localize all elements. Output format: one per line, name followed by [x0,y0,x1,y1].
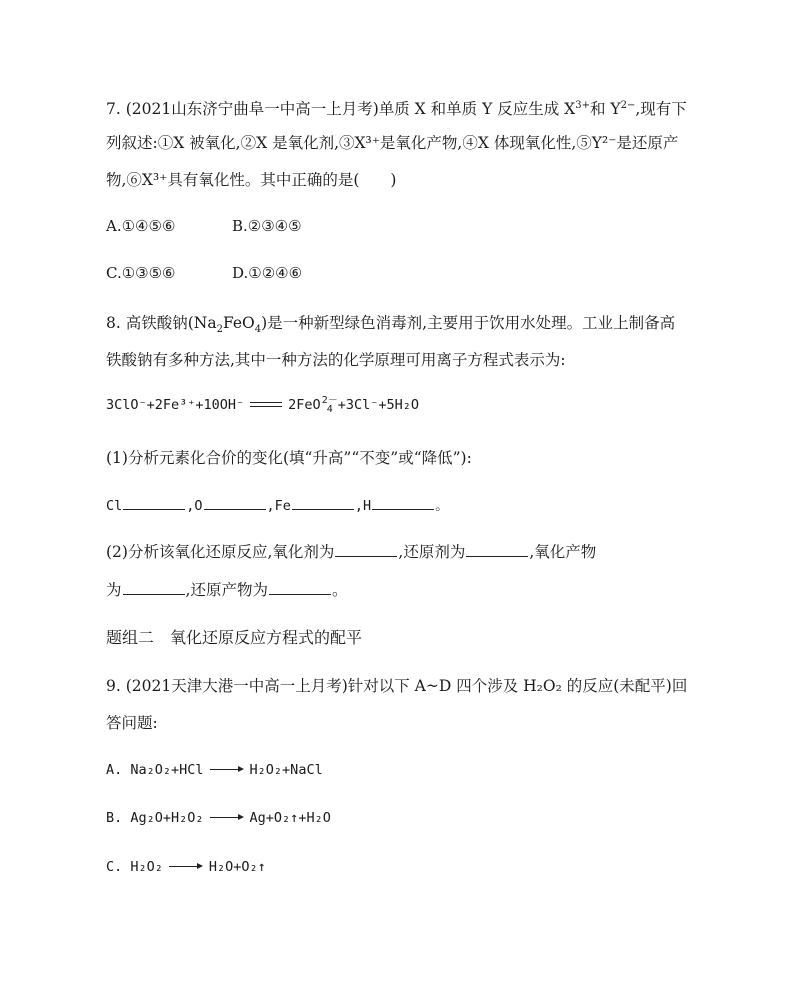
q7-option-d: D.①②④⑥ [232,264,303,282]
period: 。 [435,498,449,514]
p2-wei: 为 [106,581,122,599]
blank-reduction-product[interactable] [269,580,331,595]
q7-line-2: 列叙述:①X 被氧化,②X 是氧化剂,③X³⁺是氧化产物,④X 体现氧化性,⑤Y²⁻是还原产 [106,134,679,152]
q8-part-2-line-2 [106,580,347,600]
eq-sup: 2－ [321,395,338,406]
label-o: ,O [186,498,203,514]
q9-reaction-b [106,808,331,828]
eq-right-a: 2FeO [288,397,321,413]
blank-fe[interactable] [292,495,354,510]
reaction-b-right: Ag+O₂↑+H₂O [249,810,331,826]
blank-h[interactable] [372,495,434,510]
q9-reaction-a [106,760,323,780]
q8-part-1: (1)分析元素化合价的变化(填“升高”“不变”或“降低”): [106,449,472,467]
p2-oxidation-product-label: ,氧化产物 [529,543,597,561]
reaction-c-right: H₂O+O₂↑ [208,859,266,875]
q8-text: 8. 高铁酸钠(Na [106,314,217,332]
q7-text: 7. (2021山东济宁曲阜一中高一上月考)单质 X 和单质 Y 反应生成 X [106,100,576,119]
p2-oxidant-label: (2)分析该氧化还原反应,氧化剂为 [106,543,335,561]
q9-line-2: 答问题: [106,714,158,732]
reaction-a-right: H₂O₂+NaCl [249,762,323,778]
q7-text-mid: 和 Y [589,100,621,119]
group-2-heading: 题组二 氧化还原反应方程式的配平 [106,628,363,647]
q8-ionic-equation [106,395,419,415]
q8-text-post: )是一种新型绿色消毒剂,主要用于饮用水处理。工业上制备高 [261,314,676,332]
q7-sup-x: 3+ [575,100,590,111]
reaction-b-left: B. Ag₂O+H₂O₂ [106,810,204,826]
q7-text-post: ,现有下 [635,100,687,119]
reaction-c-left: C. H₂O₂ [106,859,163,875]
blank-o[interactable] [204,495,266,510]
blank-cl[interactable] [123,495,185,510]
equals-sign-icon [250,402,282,408]
label-fe: ,Fe [266,498,291,514]
label-h: ,H [354,498,372,514]
q7-line-1 [106,96,687,119]
q8-sub-2: 2 [216,324,223,336]
blank-oxidant[interactable] [335,542,397,557]
reaction-a-left: A. Na₂O₂+HCl [106,762,204,778]
q7-option-c: C.①③⑤⑥ [106,264,176,282]
blank-reductant[interactable] [466,542,528,557]
q7-sup-y: 2− [620,100,636,111]
arrow-right-icon [210,765,244,775]
p2-reduction-product-label: ,还原产物为 [185,581,268,599]
q8-part-2-line-1 [106,542,596,562]
q7-line-3: 物,⑥X³⁺具有氧化性。其中正确的是( ) [106,171,397,189]
p2-period: 。 [331,581,348,599]
q8-line-1 [106,313,675,340]
q8-sub-4: 4 [254,324,262,336]
q7-option-b: B.②③④⑤ [232,217,302,235]
q7-option-a: A.①④⑤⑥ [106,217,176,235]
arrow-right-icon [210,813,244,823]
blank-oxidation-product[interactable] [123,580,185,595]
eq-sub: 4 [326,404,333,415]
eq-charge [322,396,338,414]
label-cl: Cl [106,498,123,514]
eq-right-b: +3Cl⁻+5H₂O [337,397,419,413]
eq-left: 3ClO⁻+2Fe³⁺+10OH⁻ [106,397,245,413]
p2-reductant-label: ,还原剂为 [398,543,466,561]
q9-line-1: 9. (2021天津大港一中高一上月考)针对以下 A~D 四个涉及 H₂O₂ 的反应(未配平)回 [106,677,688,695]
q8-part-1-blanks [106,495,449,516]
q8-text-mid: FeO [222,314,255,332]
arrow-right-icon [169,862,203,872]
q9-reaction-c [106,857,266,877]
q8-line-2: 铁酸钠有多种方法,其中一种方法的化学原理可用离子方程式表示为: [106,351,566,369]
